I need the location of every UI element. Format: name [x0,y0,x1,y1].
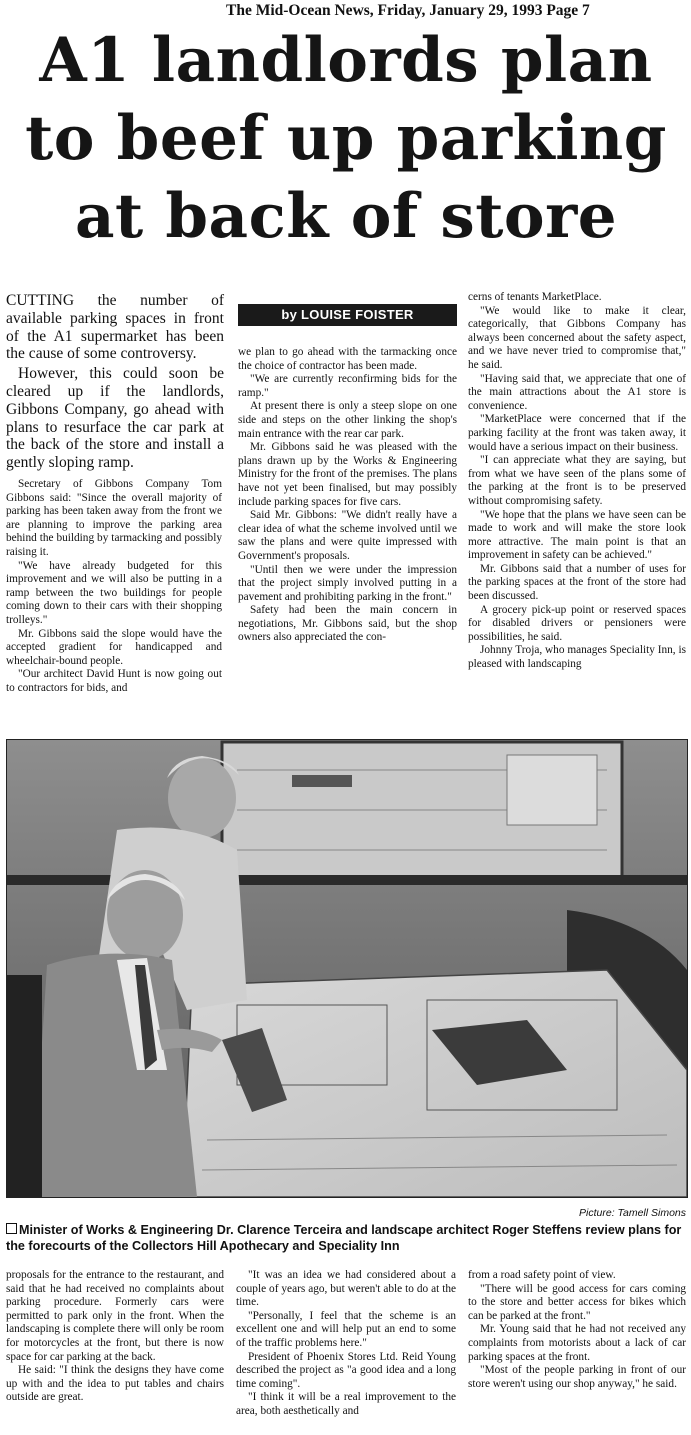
lede-paragraph: However, this could soon be cleared up if the landlords, Gibbons Company, go ahead with plans to resurface the car park at the back of the store and install a gently sloping ramp. [6,365,224,472]
paragraph: from a road safety point of view. [468,1269,616,1281]
paragraph: Johnny Troja, who manages Speciality Inn, is pleased with landscaping [468,644,686,671]
paragraph: A grocery pick-up point or reserved spaces for disabled drivers or pensioners were possibilities, he said. [468,603,686,643]
headline-line-3: at back of store [74,181,618,252]
paragraph: "Most of the people parking in front of our store weren't using our shop anyway," he said. [468,1364,686,1390]
paragraph: Mr. Gibbons said that a number of uses for the parking spaces at the front of the store had been discussed. [468,562,686,603]
byline: by LOUISE FOISTER [238,304,457,326]
article-column-4 [6,1269,224,1405]
paragraph: proposals for the entrance to the restaurant, and said that he had received no complaints about parking procedure. Formerly cars were permitted to park only in the front. When the landscaping is complete there will only be room for motorcycles at the front, but there is now space for car parking at the back. [6,1269,224,1363]
paragraph: "Our architect David Hunt is now going out to contractors for bids, and [6,668,222,694]
lede-column [6,292,224,474]
paragraph: Mr. Gibbons said the slope would have the accepted gradient for handicapped and wheelchair-bound people. [6,627,222,667]
paragraph: Said Mr. Gibbons: "We didn't really have a clear idea of what the scheme involved until we saw the plans and were quite impressed with Government's proposals. [238,509,457,562]
paragraph: "I can appreciate what they are saying, but from what we have seen of the plans some of the parking at the front is to be preserved without compromising safety. [468,454,686,507]
box-bullet-icon [6,1223,17,1234]
paragraph: Mr. Gibbons said he was pleased with the plans drawn up by the Works & Engineering Ministry for the front of the premises. The plans have not yet been finalised, but may possibly include parking spaces for five cars. [238,441,457,508]
lede-paragraph: CUTTING the number of available parking spaces in front of the A1 supermarket has been the cause of some controversy. [6,292,224,363]
photo-caption [6,1223,686,1254]
headline-line-1: A1 landlords plan [39,25,653,96]
paragraph: cerns of tenants MarketPlace. [468,291,602,303]
paragraph: President of Phoenix Stores Ltd. Reid Young described the project as "a good idea and a long time coming". [236,1350,456,1390]
paragraph: At present there is only a steep slope on one side and steps on the other linking the shop's main entrance with the rear car park. [238,400,457,440]
article-column-3 [468,291,686,672]
article-column-5 [236,1269,456,1419]
paragraph: "Having said that, we appreciate that one of the main attractions about the A1 store is convenience. [468,372,686,412]
paragraph: "We have already budgeted for this improvement and we will also be putting in a ramp between the two buildings for people coming down to their cars with their shopping trolleys." [6,559,222,626]
photo-credit: Picture: Tamell Simons [579,1207,686,1219]
article-column-1 [6,478,222,696]
paragraph: we plan to go ahead with the tarmacking once the choice of contractor has been made. [238,346,457,372]
paragraph: "MarketPlace were concerned that if the parking facility at the front was taken away, it would have a serious impact on their business. [468,413,686,453]
news-photo [6,739,688,1198]
paragraph: Secretary of Gibbons Company Tom Gibbons said: "Since the overall majority of parking has been taken away from the front we are planning to improve the parking area behind the building by tarmacking and possibly raising it. [6,478,222,558]
headline-line-2: to beef up parking [25,103,667,174]
caption-text: Minister of Works & Engineering Dr. Clarence Terceira and landscape architect Roger Steffens review plans for the forecourts of the Collectors Hill Apothecary and Speciality Inn [6,1223,682,1253]
paragraph: He said: "I think the designs they have come up with and the idea to put tables and chairs outside are great. [6,1364,224,1404]
paragraph: "We would like to make it clear, categorically, that Gibbons Company has always been concerned about the safety aspect, and we have never tried to compromise that," he said. [468,304,686,371]
paragraph: "I think it will be a real improvement to the area, both aesthetically and [236,1391,456,1417]
headline [8,22,684,256]
paragraph: "Personally, I feel that the scheme is an excellent one and will help put an end to some of the traffic problems here." [236,1309,456,1349]
folio-line: The Mid-Ocean News, Friday, January 29, 1993 Page 7 [226,2,590,19]
photo-illustration [7,740,687,1197]
paragraph: "There will be good access for cars coming to the store and better access for bikes which can be parked at the front." [468,1282,686,1322]
article-column-6 [468,1269,686,1391]
paragraph: "Until then we were under the impression that the project simply involved putting in a pavement and prohibiting parking in the front." [238,563,457,603]
paragraph: Mr. Young said that he had not received any complaints from motorists about a lack of car parking spaces at the front. [468,1323,686,1363]
paragraph: Safety had been the main concern in negotiations, Mr. Gibbons said, but the shop owners also appreciated the con- [238,604,457,644]
paragraph: "We hope that the plans we have seen can be made to work and will make the store look more attractive. The main point is that an improvement in safety can be achieved." [468,508,686,562]
article-column-2 [238,346,457,645]
paragraph: "We are currently reconfirming bids for the ramp." [238,373,457,399]
paragraph: "It was an idea we had considered about a couple of years ago, but weren't able to do at the time. [236,1269,456,1309]
